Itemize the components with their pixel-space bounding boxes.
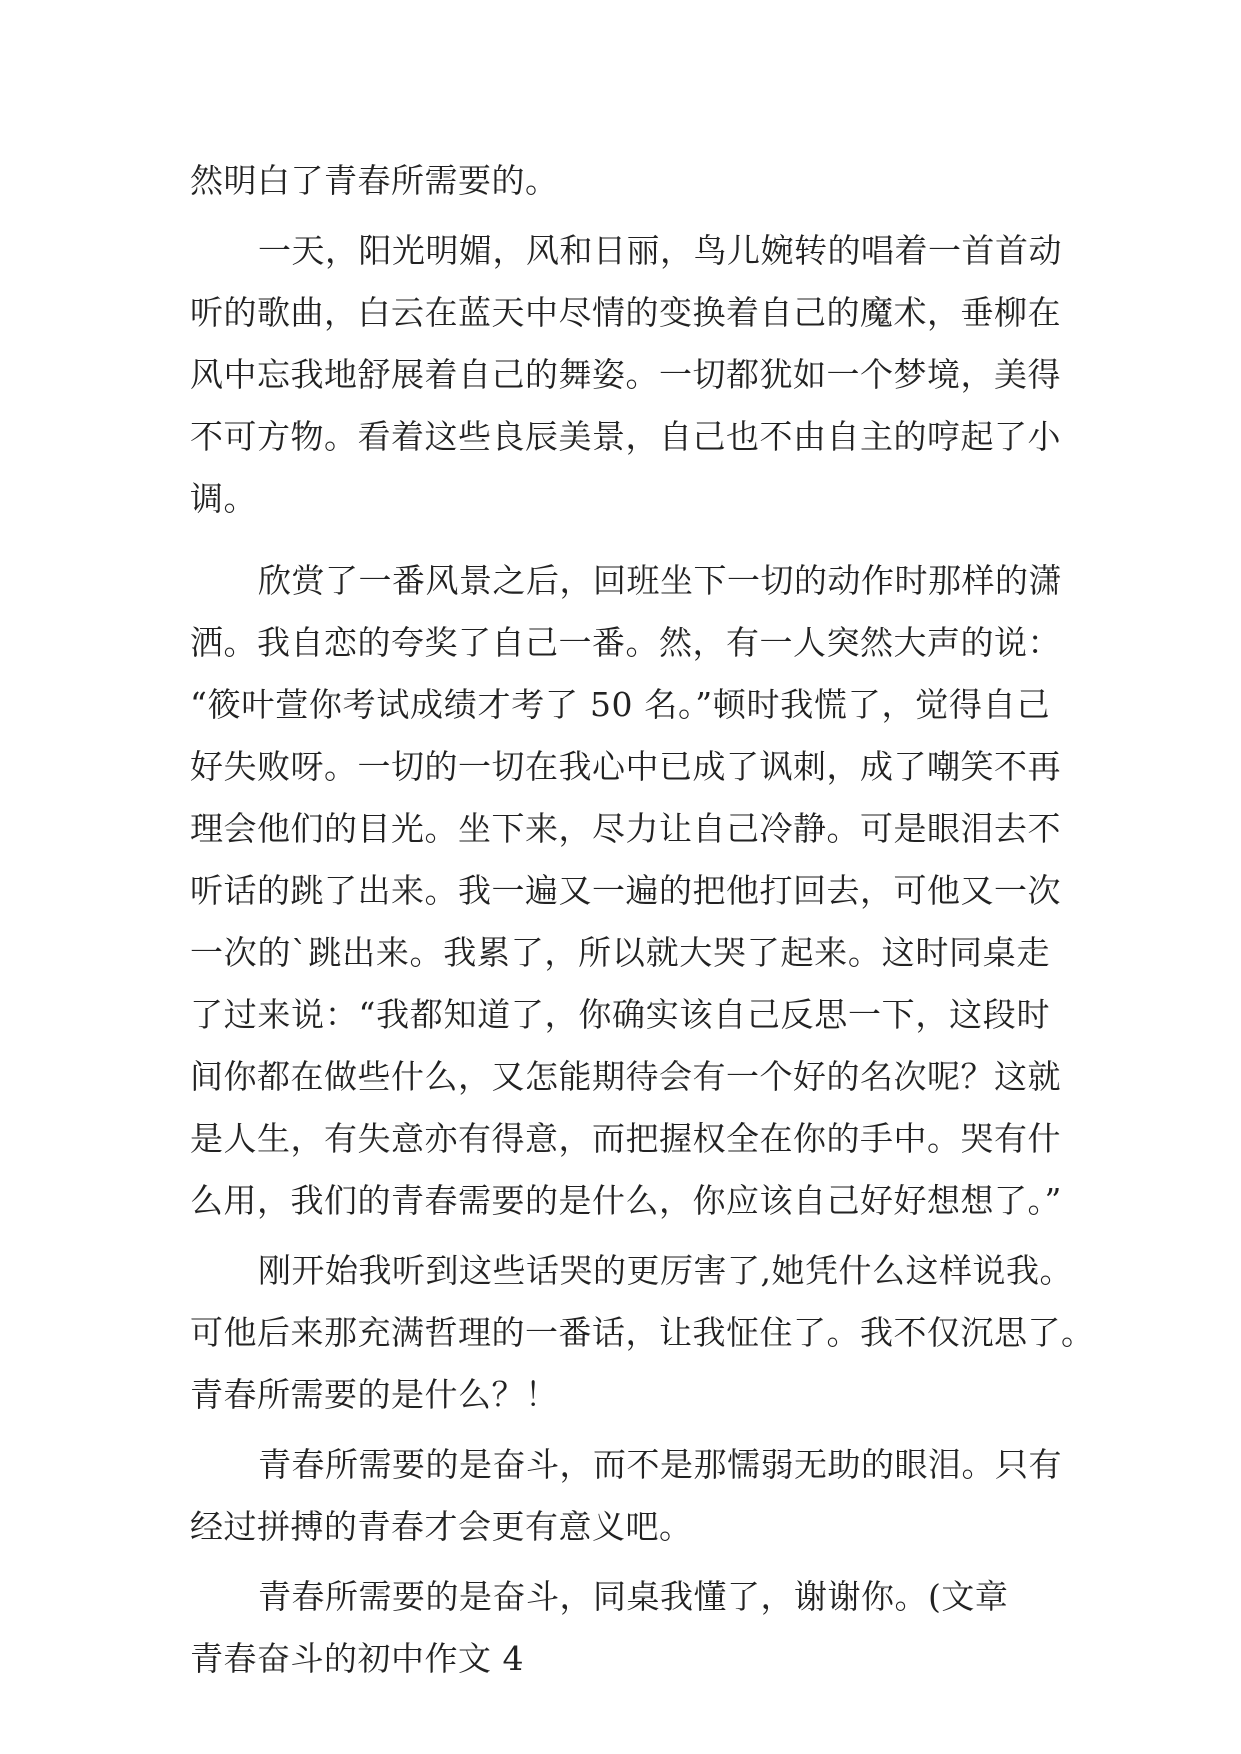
text-line: 不可方物。看着这些良辰美景，自己也不由自主的哼起了小 bbox=[190, 417, 1061, 456]
paragraph bbox=[190, 1434, 1062, 1558]
text-line: 青春所需要的是奋斗，而不是那懦弱无助的眼泪。只有 bbox=[258, 1445, 1062, 1484]
text-line: 洒。我自恋的夸奖了自己一番。然，有一人突然大声的说： bbox=[190, 623, 1061, 662]
text-line: 刚开始我听到这些话哭的更厉害了,她凭什么这样说我。 bbox=[258, 1251, 1073, 1290]
text-line: 一次的`跳出来。我累了，所以就大哭了起来。这时同桌走 bbox=[190, 933, 1050, 972]
paragraph bbox=[190, 1240, 1095, 1426]
text-line: 是人生，有失意亦有得意，而把握权全在你的手中。哭有什 bbox=[190, 1119, 1061, 1158]
text-line: 了过来说：“我都知道了，你确实该自己反思一下，这段时 bbox=[190, 995, 1050, 1034]
text-line: 么用，我们的青春需要的是什么，你应该自己好好想想了。” bbox=[190, 1181, 1062, 1220]
text-line: 听的歌曲，白云在蓝天中尽情的变换着自己的魔术，垂柳在 bbox=[190, 293, 1061, 332]
text-line: 听话的跳了出来。我一遍又一遍的把他打回去，可他又一次 bbox=[190, 871, 1061, 910]
paragraph bbox=[190, 550, 1062, 1232]
text-line: 欣赏了一番风景之后，回班坐下一切的动作时那样的潇 bbox=[258, 561, 1062, 600]
paragraph bbox=[190, 220, 1062, 530]
text-line: 经过拼搏的青春才会更有意义吧。 bbox=[190, 1507, 693, 1546]
text-line: 好失败呀。一切的一切在我心中已成了讽刺，成了嘲笑不再 bbox=[190, 747, 1061, 786]
text-line: 青春所需要的是奋斗，同桌我懂了，谢谢你。(文章 bbox=[258, 1577, 1009, 1616]
text-line: 一天，阳光明媚，风和日丽，鸟儿婉转的唱着一首首动 bbox=[258, 231, 1062, 270]
text-line: 青春所需要的是什么？！ bbox=[190, 1375, 559, 1414]
text-line: 间你都在做些什么，又怎能期待会有一个好的名次呢？这就 bbox=[190, 1057, 1061, 1096]
essay-body bbox=[190, 150, 1095, 1690]
paragraph bbox=[190, 150, 1050, 212]
section-heading: 青春奋斗的初中作文 4 bbox=[190, 1639, 524, 1678]
text-line: 理会他们的目光。坐下来，尽力让自己冷静。可是眼泪去不 bbox=[190, 809, 1061, 848]
text-line: 然明白了青春所需要的。 bbox=[190, 161, 559, 200]
text-line: 可他后来那充满哲理的一番话，让我怔住了。我不仅沉思了。 bbox=[190, 1313, 1095, 1352]
text-line: 调。 bbox=[190, 479, 257, 518]
text-line: 风中忘我地舒展着自己的舞姿。一切都犹如一个梦境，美得 bbox=[190, 355, 1061, 394]
text-line: “筱叶萱你考试成绩才考了 50 名。”顿时我慌了，觉得自己 bbox=[190, 685, 1050, 724]
paragraph bbox=[190, 1566, 1050, 1690]
